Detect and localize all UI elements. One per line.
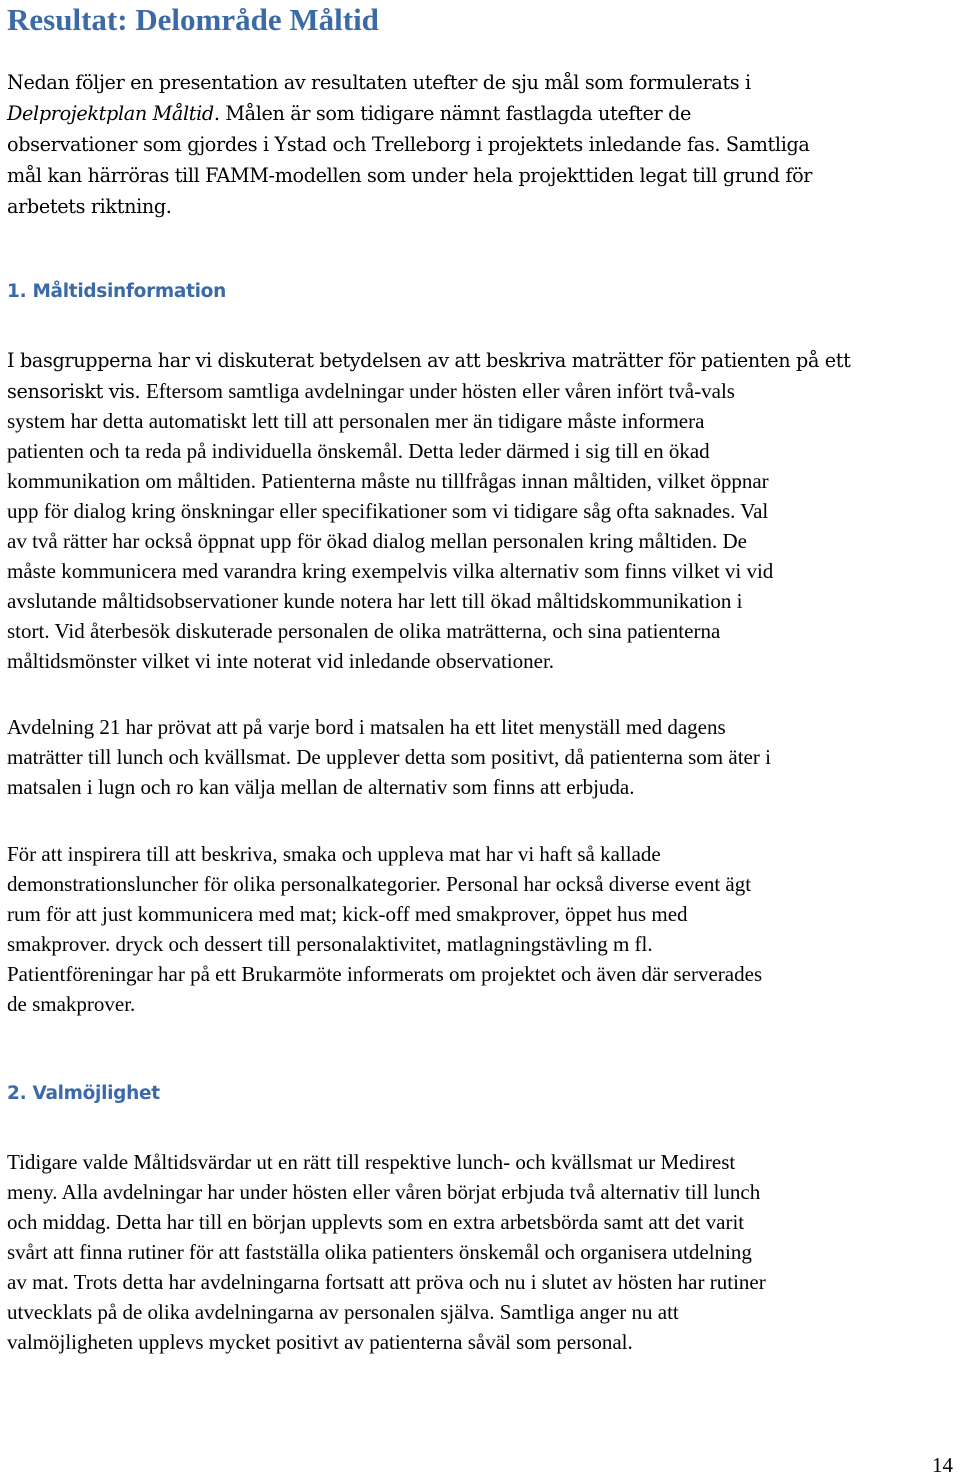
text-line: patienten och ta reda på individuella önskemål. Detta leder därmed i sig till en ökad [7,439,710,463]
text-line: utvecklats på de olika avdelningarna av personalen själva. Samtliga anger nu att [7,1300,679,1324]
text-line: I basgrupperna har vi diskuterat betydelsen av att beskriva maträtter för patienten på ett [7,349,851,372]
section2-paragraph-1 [7,1147,960,1357]
text-segment: . Målen är som tidigare nämnt fastlagda utefter de [213,102,692,125]
text-line: måste kommunicera med varandra kring exempelvis vilka alternativ som finns vilket vi vid [7,559,774,583]
text-line [7,98,960,129]
section1-paragraph-2 [7,712,960,802]
text-segment: sensoriskt vis. [7,380,146,403]
section1-paragraph-3 [7,839,960,1019]
text-line: Avdelning 21 har prövat att på varje bord i matsalen ha ett litet menyställ med dagens [7,715,726,739]
text-line: meny. Alla avdelningar har under hösten eller våren börjat erbjuda två alternativ till lunch [7,1180,761,1204]
page-number: 14 [932,1453,953,1477]
text-line: valmöjligheten upplevs mycket positivt av patienterna såväl som personal. [7,1330,633,1354]
text-line: rum för att just kommunicera med mat; kick-off med smakprover, öppet hus med [7,902,688,926]
text-line: matsalen i lugn och ro kan välja mellan de alternativ som finns att erbjuda. [7,775,635,799]
project-plan-reference: Delprojektplan Måltid [7,102,214,125]
text-line [7,376,960,407]
text-line: av två rätter har också öppnat upp för ökad dialog mellan personalen kring måltiden. De [7,529,748,553]
section1-paragraph-1-continued [7,406,960,676]
text-line: och middag. Detta har till en början upplevts som en extra arbetsbörda samt att det varit [7,1210,745,1234]
text-line: observationer som gjordes i Ystad och Trelleborg i projektets inledande fas. Samtliga [7,133,810,156]
page-title: Resultat: Delområde Måltid [7,2,379,37]
text-line: För att inspirera till att beskriva, smaka och uppleva mat har vi haft så kallade [7,842,661,866]
text-line: avslutande måltidsobservationer kunde notera har lett till ökad måltidskommunikation i [7,589,743,613]
text-line: av mat. Trots detta har avdelningarna fortsatt att pröva och nu i slutet av hösten har rutiner [7,1270,766,1294]
text-line: arbetets riktning. [7,195,172,218]
section-heading-valmojlighet: 2. Valmöjlighet [7,1083,160,1104]
text-line: Patientföreningar har på ett Brukarmöte informerats om projektet och även där serverades [7,962,763,986]
text-line: kommunikation om måltiden. Patienterna måste nu tillfrågas innan måltiden, vilket öppnar [7,469,769,493]
section-heading-maltidsinformation: 1. Måltidsinformation [7,281,226,302]
text-line: mål kan härröras till FAMM-modellen som under hela projekttiden legat till grund för [7,164,813,187]
text-line: svårt att finna rutiner för att fastställa olika patienters önskemål och organisera utdelning [7,1240,752,1264]
text-line: upp för dialog kring önskningar eller specifikationer som vi tidigare såg ofta saknades. Val [7,499,769,523]
text-segment: Eftersom samtliga avdelningar under hösten eller våren infört två-vals [145,379,735,403]
text-line: smakprover. dryck och dessert till personalaktivitet, matlagningstävling m fl. [7,932,653,956]
intro-paragraph [7,67,960,222]
text-line: maträtter till lunch och kvällsmat. De upplever detta som positivt, då patienterna som äter i [7,745,771,769]
text-line: måltidsmönster vilket vi inte noterat vid inledande observationer. [7,649,555,673]
text-line: demonstrationsluncher för olika personalkategorier. Personal har också diverse event ägt [7,872,752,896]
text-line: Nedan följer en presentation av resultaten utefter de sju mål som formulerats i [7,71,751,94]
text-line: system har detta automatiskt lett till att personalen mer än tidigare måste informera [7,409,705,433]
section1-paragraph-1 [7,345,960,407]
text-line: de smakprover. [7,992,136,1016]
text-line: Tidigare valde Måltidsvärdar ut en rätt till respektive lunch- och kvällsmat ur Medirest [7,1150,736,1174]
text-line: stort. Vid återbesök diskuterade personalen de olika maträtterna, och sina patienterna [7,619,721,643]
